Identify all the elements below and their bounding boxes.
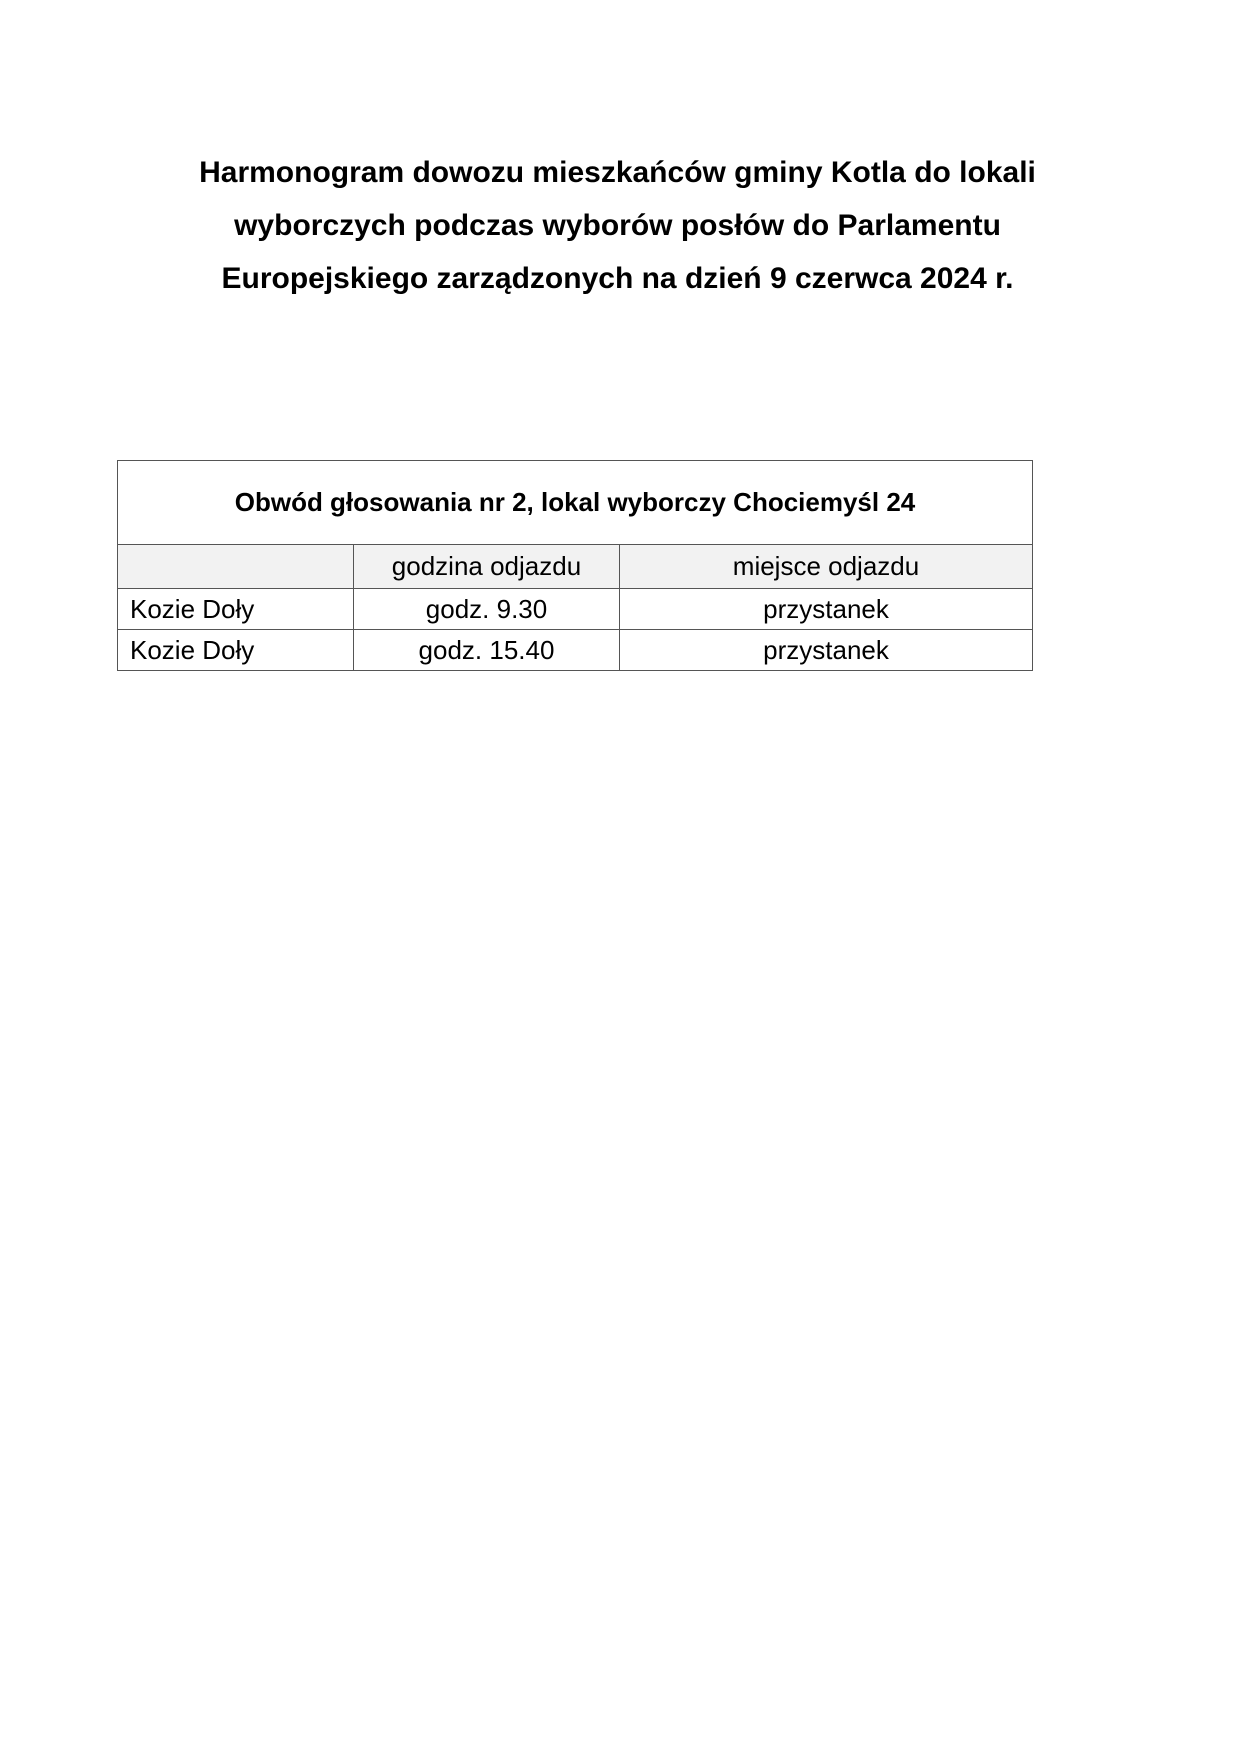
header-cell-time: godzina odjazdu	[354, 545, 620, 589]
cell-departure-place: przystanek	[620, 589, 1033, 630]
title-line-2: wyborczych podczas wyborów posłów do Parlamentu	[234, 209, 1001, 242]
table-header-row	[118, 545, 1033, 589]
title-line-3: Europejskiego zarządzonych na dzień 9 czerwca 2024 r.	[221, 262, 1014, 295]
table-caption: Obwód głosowania nr 2, lokal wyborczy Chociemyśl 24	[118, 461, 1033, 545]
document-title	[120, 146, 1115, 305]
header-cell-location: miejsce odjazdu	[620, 545, 1033, 589]
cell-place: Kozie Doły	[118, 589, 354, 630]
cell-departure-place: przystanek	[620, 630, 1033, 671]
title-line-1: Harmonogram dowozu mieszkańców gminy Kotla do lokali	[199, 156, 1036, 189]
header-cell-place	[118, 545, 354, 589]
cell-departure-time: godz. 9.30	[354, 589, 620, 630]
cell-place: Kozie Doły	[118, 630, 354, 671]
table-caption-row	[118, 461, 1033, 545]
table-row	[118, 630, 1033, 671]
schedule-table	[117, 460, 1033, 671]
table-row	[118, 589, 1033, 630]
cell-departure-time: godz. 15.40	[354, 630, 620, 671]
